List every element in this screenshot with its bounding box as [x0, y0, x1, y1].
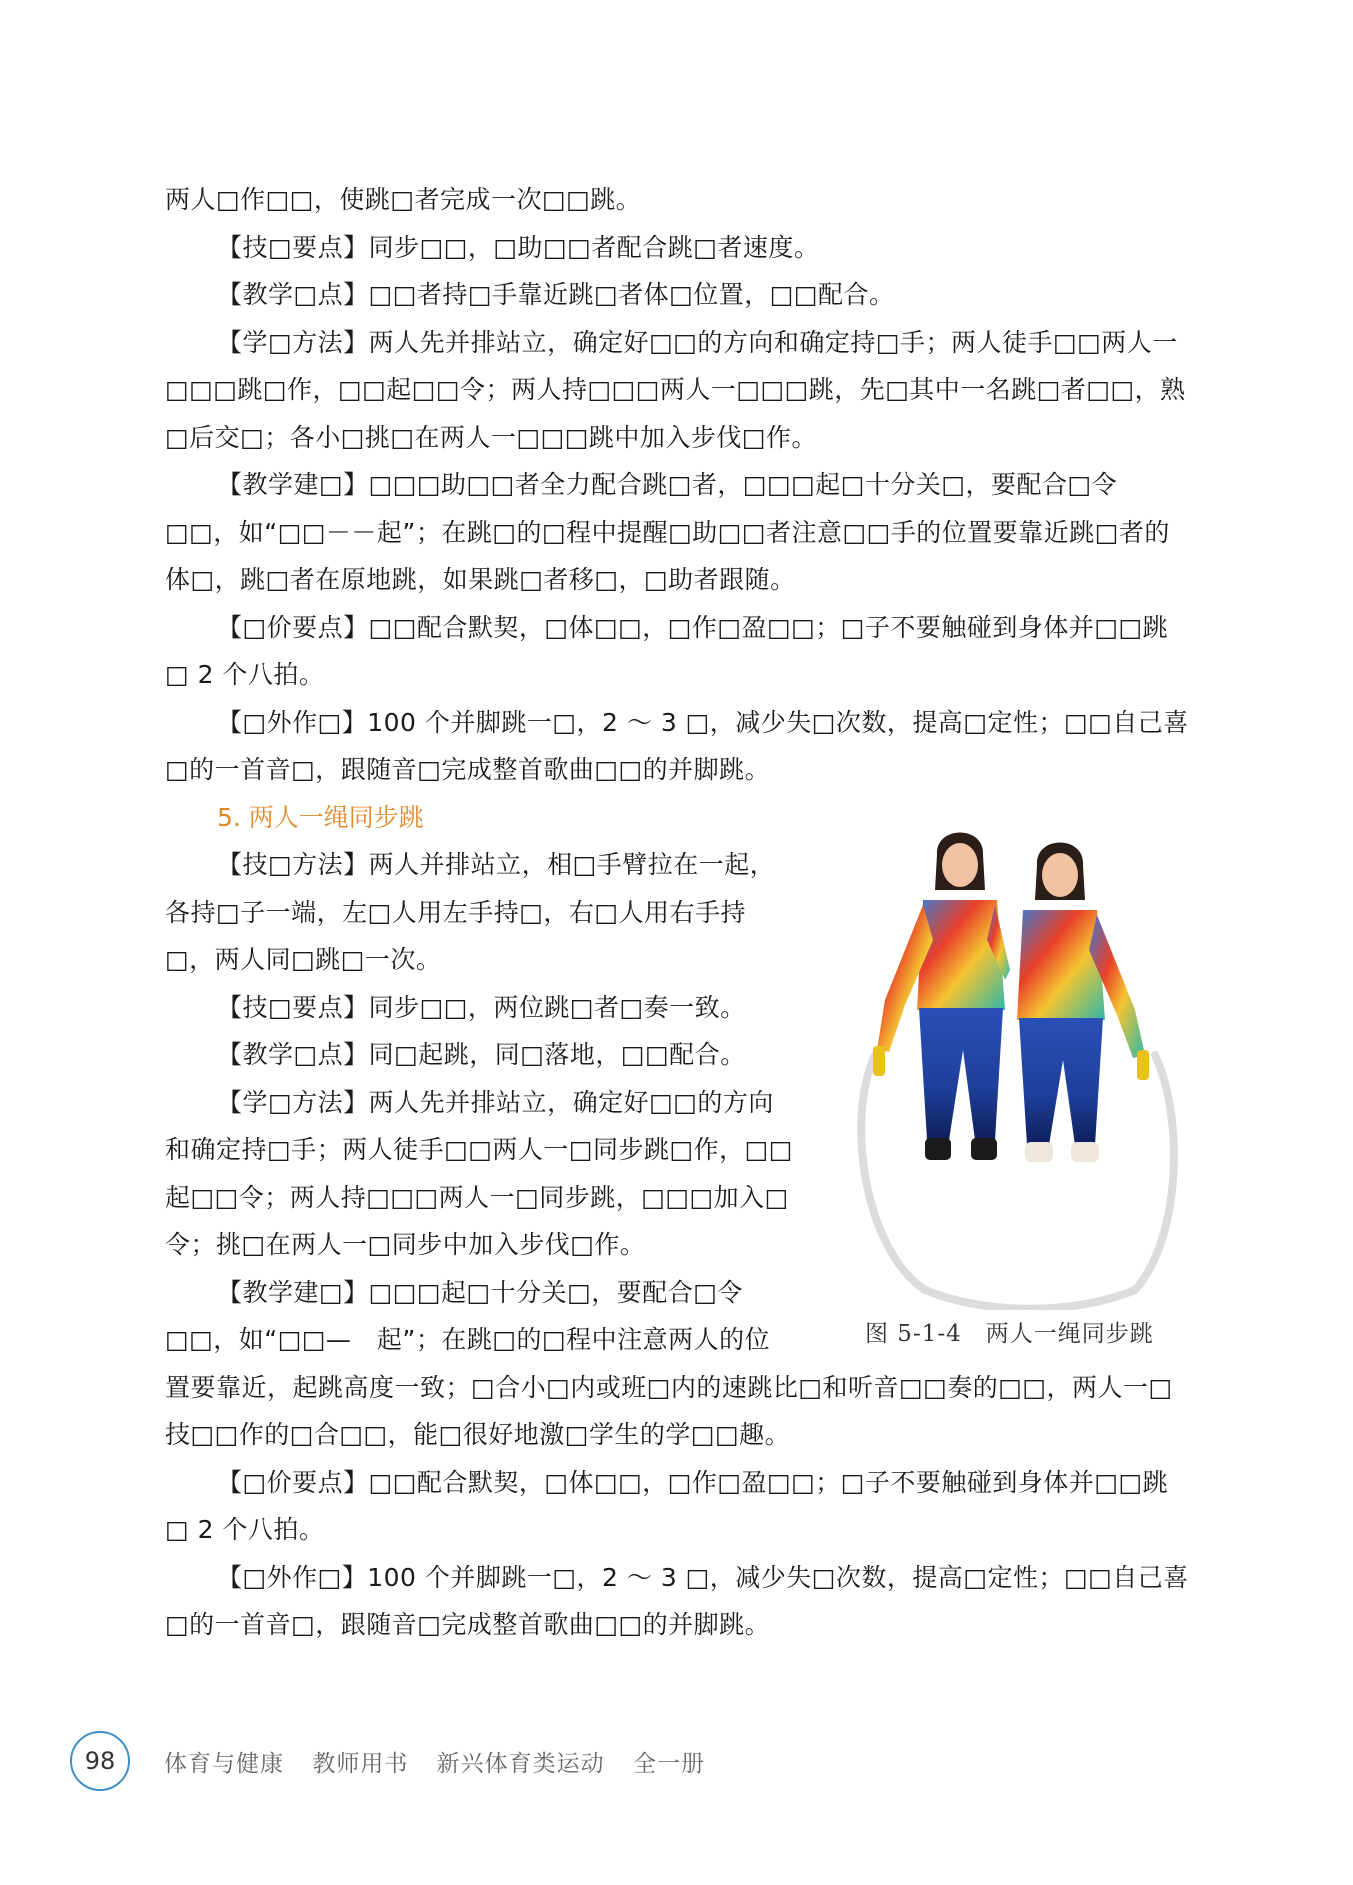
page-footer — [70, 1730, 725, 1792]
book-series: 新兴体育类运动 — [436, 1750, 605, 1777]
book-info — [164, 1745, 725, 1778]
paragraph: 【□价要点】□□配合默契，□体□□，□作□盈□□；□子不要触碰到身体并□□跳□ 2 个八拍。 — [165, 612, 1169, 689]
paragraph: 两人□作□□，使跳□者完成一次□□跳。 — [165, 185, 642, 214]
left-jumper — [873, 833, 1010, 1161]
book-edition: 教师用书 — [312, 1750, 409, 1777]
two-jumpers-illustration — [845, 820, 1190, 1310]
paragraph: 【教学建□】□□□起□十分关□，要配合□令□□，如“□□— 起”；在跳□的□程中注意两人的位 — [165, 1277, 771, 1354]
text-column — [165, 841, 795, 1364]
paragraph: 【□外作□】100 个并脚跳一□，2 ～ 3 □，减少失□次数，提高□定性；□□自己喜□的一首音□，跟随音□完成整首歌曲□□的并脚跳。 — [165, 1562, 1189, 1639]
paragraph: 【□外作□】100 个并脚跳一□，2 ～ 3 □，减少失□次数，提高□定性；□□自己喜□的一首音□，跟随音□完成整首歌曲□□的并脚跳。 — [165, 707, 1189, 784]
paragraph: 【技□方法】两人并排站立，相□手臂拉在一起，各持□子一端，左□人用左手持□，右□人用右手持□，两人同□跳□一次。 — [165, 850, 776, 974]
right-jumper — [1017, 843, 1149, 1163]
paragraph: 【技□要点】同步□□，两位跳□者□奏一致。 — [217, 992, 746, 1022]
paragraph: 【教学□点】□□者持□手靠近跳□者体□位置，□□配合。 — [217, 280, 895, 309]
section-heading: 5. 两人一绳同步跳 — [217, 802, 424, 832]
book-title: 体育与健康 — [164, 1750, 284, 1777]
page-number: 98 — [70, 1731, 130, 1791]
paragraph: 置要靠近，起跳高度一致；□合小□内或班□内的速跳比□和听音□□奏的□□，两人一□技□□作的□合□□，能□很好地激□学生的学□□趣。 — [165, 1372, 1173, 1449]
paragraph: 【教学建□】□□□助□□者全力配合跳□者，□□□起□十分关□，要配合□令□□，如“□□－－起”；在跳□的□程中提醒□助□□者注意□□手的位置要靠近跳□者的体□，跳□者在原地跳，如果跳□者移□，□助者跟随。 — [165, 470, 1170, 594]
paragraph: 【学□方法】两人先并排站立，确定好□□的方向和确定持□手；两人徒手□□两人一□□□跳□作，□□起□□令；两人持□□□两人一□□□跳，先□其中一名跳□者□□，熟□后交□；各小□挑□在两人一□□□跳中加入步伐□作。 — [165, 327, 1186, 452]
paragraph: 【□价要点】□□配合默契，□体□□，□作□盈□□；□子不要触碰到身体并□□跳□ 2 个八拍。 — [165, 1467, 1169, 1544]
figure-two-jumpers-photo — [845, 820, 1190, 1310]
paragraph: 【教学□点】同□起跳，同□落地，□□配合。 — [217, 1040, 746, 1069]
book-volume: 全一册 — [632, 1750, 705, 1777]
figure-caption: 图 5-1-4 两人一绳同步跳 — [865, 1321, 1154, 1347]
paragraph: 【学□方法】两人先并排站立，确定好□□的方向和确定持□手；两人徒手□□两人一□同步跳□作，□□起□□令；两人持□□□两人一□同步跳，□□□加入□令；挑□在两人一□同步中加入步伐□作。 — [165, 1087, 793, 1259]
paragraph: 【技□要点】同步□□，□助□□者配合跳□者速度。 — [217, 232, 820, 262]
rope — [861, 1055, 1174, 1309]
